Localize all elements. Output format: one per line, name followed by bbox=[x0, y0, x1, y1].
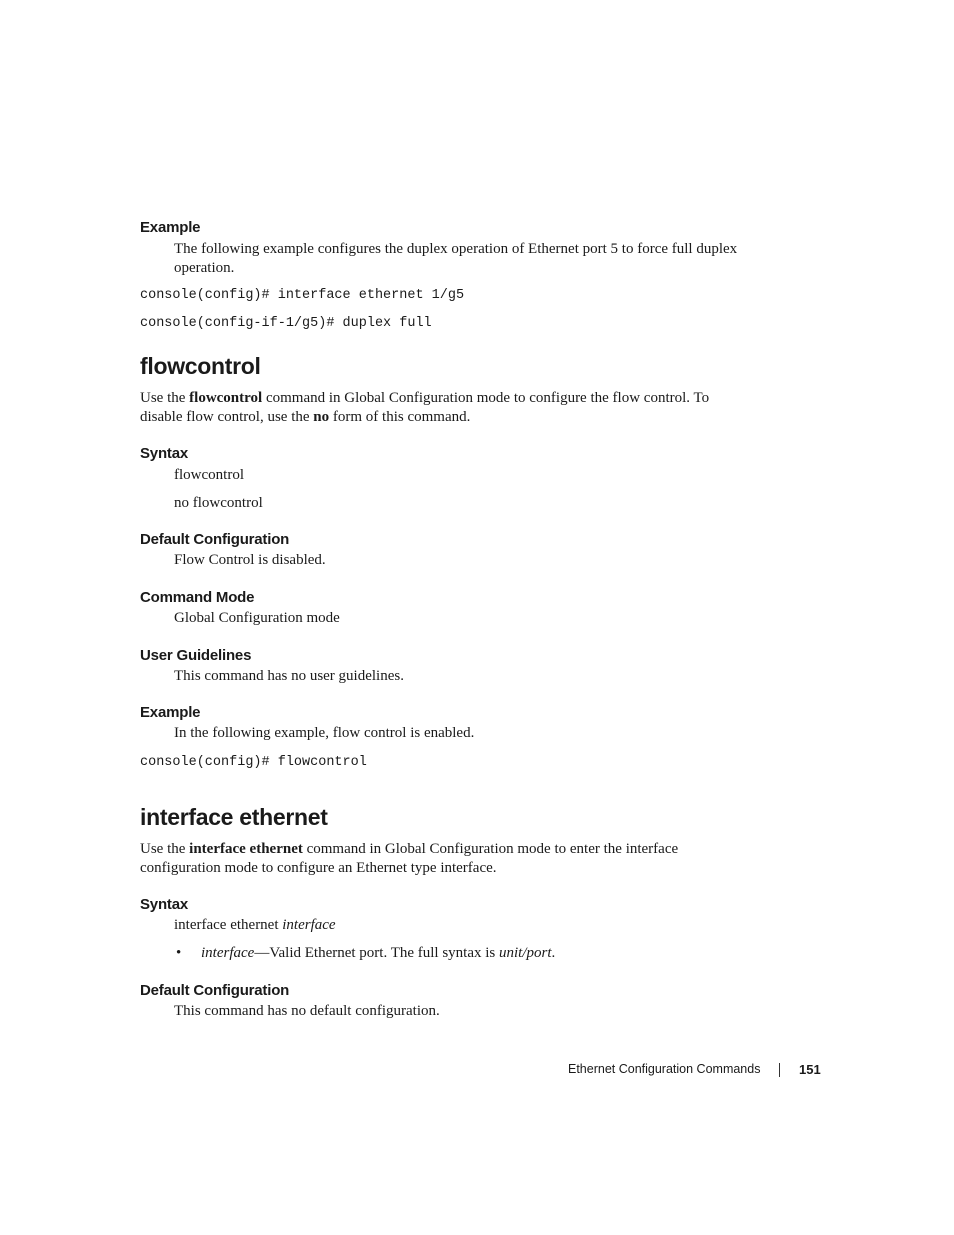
example-heading: Example bbox=[140, 219, 201, 236]
flowcontrol-example-heading: Example bbox=[140, 704, 201, 721]
flowcontrol-guidelines-text: This command has no user guidelines. bbox=[174, 668, 404, 684]
parameter-description: interface—Valid Ethernet port. The full syntax is unit/port. bbox=[201, 945, 556, 961]
flowcontrol-syntax-line1: flowcontrol bbox=[174, 467, 244, 483]
interface-ethernet-syntax-heading: Syntax bbox=[140, 896, 188, 913]
example-code-line2: console(config-if-1/g5)# duplex full bbox=[140, 316, 432, 331]
flowcontrol-syntax-line2: no flowcontrol bbox=[174, 495, 263, 511]
interface-ethernet-syntax-line: interface ethernet interface bbox=[174, 917, 336, 933]
flowcontrol-guidelines-heading: User Guidelines bbox=[140, 647, 252, 664]
flowcontrol-syntax-heading: Syntax bbox=[140, 445, 188, 462]
no-keyword: no bbox=[313, 409, 330, 425]
flowcontrol-example-code: console(config)# flowcontrol bbox=[140, 755, 367, 770]
footer-section-title: Ethernet Configuration Commands bbox=[568, 1062, 761, 1076]
flowcontrol-mode-text: Global Configuration mode bbox=[174, 610, 340, 626]
flowcontrol-example-text: In the following example, flow control is enabled. bbox=[174, 725, 475, 741]
flowcontrol-default-heading: Default Configuration bbox=[140, 531, 290, 548]
interface-ethernet-command-name: interface ethernet bbox=[189, 841, 303, 857]
interface-ethernet-intro-line1: Use the interface ethernet command in Global Configuration mode to enter the interface bbox=[140, 841, 679, 857]
syntax-parameter: interface bbox=[282, 917, 336, 933]
bullet-marker: • bbox=[176, 945, 182, 961]
interface-ethernet-default-heading: Default Configuration bbox=[140, 982, 290, 999]
flowcontrol-intro-line2: disable flow control, use the no form of this command. bbox=[140, 409, 471, 425]
interface-ethernet-intro-line2: configuration mode to configure an Ethernet type interface. bbox=[140, 860, 497, 876]
flowcontrol-command-name: flowcontrol bbox=[189, 390, 263, 406]
flowcontrol-intro-line1: Use the flowcontrol command in Global Configuration mode to configure the flow control. To bbox=[140, 390, 710, 406]
interface-ethernet-title: interface ethernet bbox=[140, 804, 328, 830]
footer-divider bbox=[779, 1063, 780, 1077]
flowcontrol-mode-heading: Command Mode bbox=[140, 589, 255, 606]
flowcontrol-title: flowcontrol bbox=[140, 353, 261, 379]
example-description-line2: operation. bbox=[174, 260, 235, 276]
interface-ethernet-default-text: This command has no default configuration. bbox=[174, 1003, 440, 1019]
example-code-line1: console(config)# interface ethernet 1/g5 bbox=[140, 288, 465, 303]
example-description-line1: The following example configures the duplex operation of Ethernet port 5 to force full duplex bbox=[174, 241, 738, 257]
page-number: 151 bbox=[799, 1062, 821, 1077]
flowcontrol-default-text: Flow Control is disabled. bbox=[174, 552, 326, 568]
